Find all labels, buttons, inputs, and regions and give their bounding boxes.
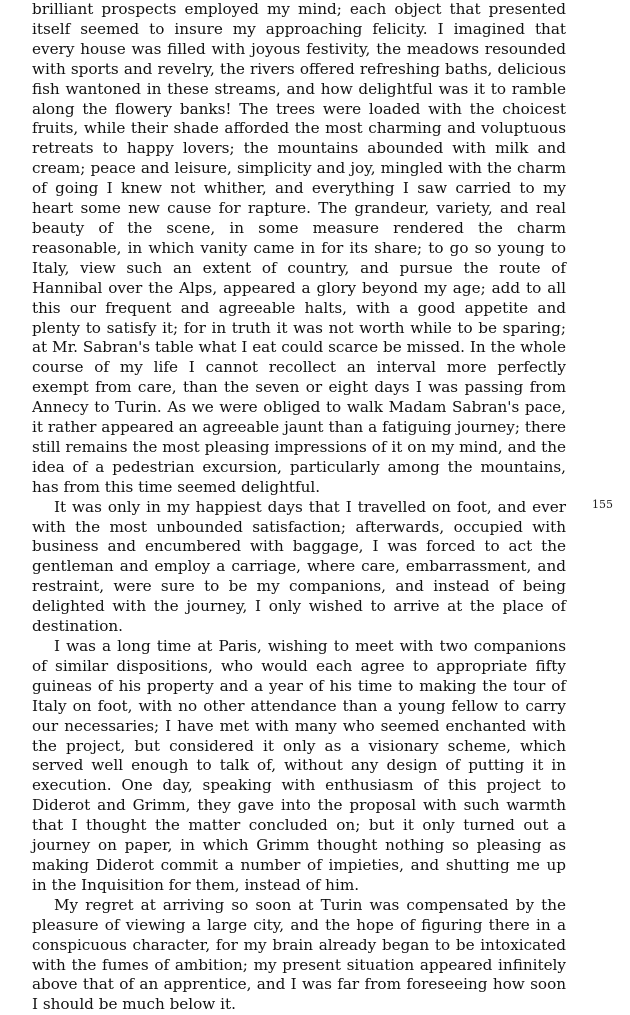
paragraph-continued: brilliant prospects employed my mind; each object that presented itself seemed to insure my approaching felicity. I imagined that every house was filled with joyous festivity, the meadows resounded with sports and revelry, the rivers offered refreshing baths, delicious fish wantoned in these streams, and how delightful was it to ramble along the flowery banks! The trees were loaded with the choicest fruits, while their shade afforded the most charming and voluptuous retreats to happy lovers; the mountains abounded with milk and cream; peace and leisure, simplicity and joy, mingled with the charm of going I knew not whither, and everything I saw carried to my heart some new cause for rapture. The grandeur, variety, and real beauty of the scene, in some measure rendered the charm reasonable, in which vanity came in for its share; to go so young to Italy, view such an extent of country, and pursue the route of Hannibal over the Alps, appeared a glory beyond my age; add to all this our frequent and agreeable halts, with a good appetite and plenty to satisfy it; for in truth it was not worth while to be sparing; at Mr. Sabran's table what I eat could scarce be missed. In the whole course of my life I cannot recollect an interval more perfectly exempt from care, than the seven or eight days I was passing from Annecy to Turin. As we were obliged to walk Madam Sabran's pace, it rather appeared an agreeable jaunt than a fatiguing journey; there still remains the most pleasing impressions of it on my mind, and the idea of a pedestrian excursion, particularly among the mountains, has from this time seemed delightful. bbox=[32, 0, 566, 496]
paragraph-paris-companions: I was a long time at Paris, wishing to meet with two companions of similar dispositions, who would each agree to appropriate fifty guineas of his property and a year of his time to making the tour of Italy on foot, with no other attendance than a young fellow to carry our necessaries; I have met with many who seemed enchanted with the project, but considered it only as a visionary scheme, which served well enough to talk of, without any design of putting it in execution. One day, speaking with enthusiasm of this project to Diderot and Grimm, they gave into the proposal with such warmth that I thought the matter concluded on; but it only turned out a journey on paper, in which Grimm thought nothing so pleasing as making Diderot commit a number of impieties, and shutting me up in the Inquisition for them, instead of him. bbox=[32, 637, 566, 894]
paragraph-turin-arrival: My regret at arriving so soon at Turin was compensated by the pleasure of viewing a large city, and the hope of figuring there in a conspicuous character, for my brain already began to be intoxicated with the fumes of ambition; my present situation appeared infinitely above that of an apprentice, and I was far from foreseeing how soon I should be much below it. bbox=[32, 895, 566, 1014]
paragraph-travel-on-foot: It was only in my happiest days that I travelled on foot, and ever with the most unbounded satisfaction; afterwards, occupied with business and encumbered with baggage, I was forced to act the gentleman and employ a carriage, where care, embarrassment, and restraint, were sure to be my companions, and instead of being delighted with the journey, I only wished to arrive at the place of destination. bbox=[32, 497, 566, 636]
page-number: 155 bbox=[592, 498, 613, 511]
body-text bbox=[32, 0, 566, 1015]
